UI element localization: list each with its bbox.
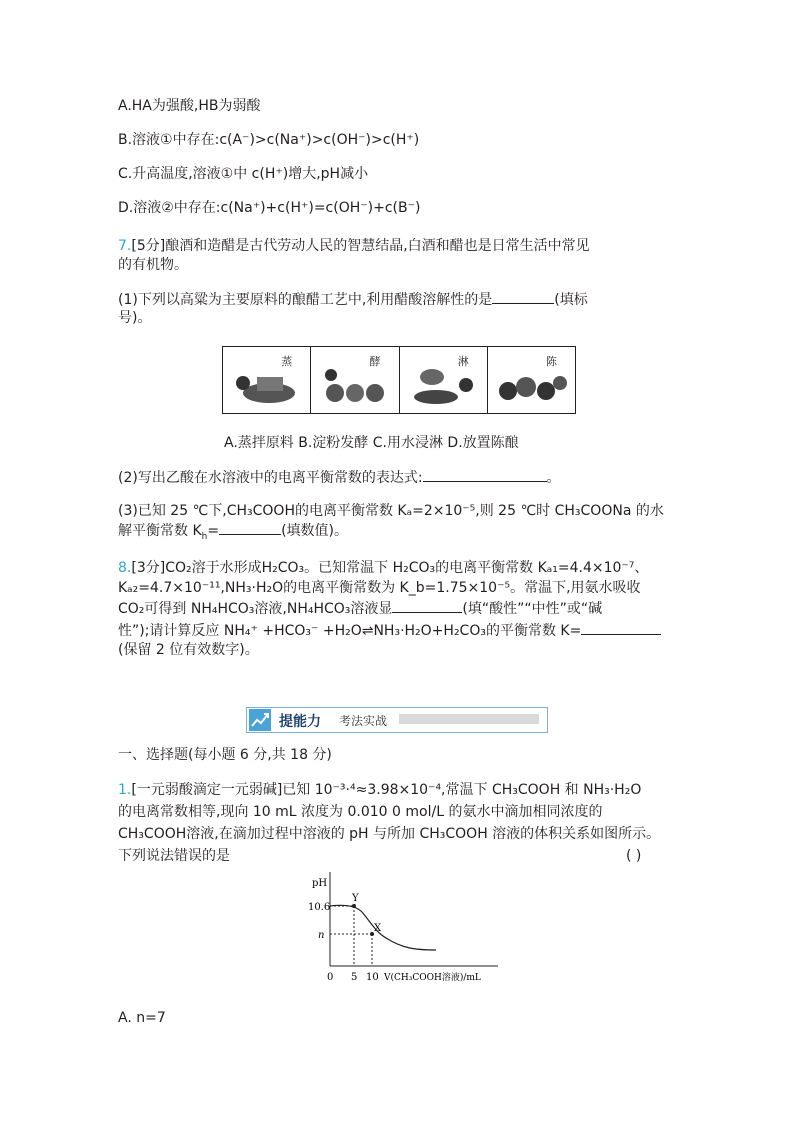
titration-curve [330, 905, 436, 950]
q7-stem-line2: 的有机物。 [118, 257, 188, 273]
q7-part3-line1: (3)已知 25 ℃下,CH₃COOH的电离平衡常数 Kₐ=2×10⁻⁵,则 25 ℃时 CH₃COONa 的水 [118, 503, 664, 519]
answer-paren[interactable]: ( ) [626, 848, 642, 864]
y-tick-label: 10.6 [308, 902, 331, 913]
option-d: D.溶液②中存在:c(Na⁺)+c(H⁺)=c(OH⁻)+c(B⁻) [118, 200, 421, 216]
q8-line1-text: [3分]CO₂溶于水形成H₂CO₃。已知常温下 H₂CO₃的电离平衡常数 Kₐ₁=4.4×10⁻⁷、 [131, 560, 649, 576]
image-label: 蒸 [281, 355, 293, 368]
q7-part3-tail: (填数值)。 [281, 523, 349, 539]
point-y [352, 904, 356, 908]
option-a: A.HA为强酸,HB为弱酸 [118, 98, 261, 114]
answer-blank[interactable] [392, 598, 462, 613]
q8-line3 [118, 598, 602, 619]
image-label: 淋 [457, 355, 469, 368]
image-steaming [223, 347, 311, 413]
q8-line4 [118, 620, 661, 641]
q7-part3-sub: h [201, 531, 208, 542]
option-b: B.溶液①中存在:c(A⁻)>c(Na⁺)>c(OH⁻)>c(H⁺) [118, 132, 420, 148]
q7-choices: A.蒸拌原料 B.淀粉发酵 C.用水浸淋 D.放置陈酿 [224, 435, 519, 451]
process-images [222, 346, 576, 414]
banner-decor-bar [399, 714, 539, 724]
q8-line2: Kₐ₂=4.7×10⁻¹¹,NH₃·H₂O的电离平衡常数为 K_b=1.75×10⁻⁵。常温下,用氨水吸收 [118, 580, 641, 596]
q7-part2 [118, 467, 561, 488]
q1-line1 [118, 780, 641, 800]
option-c: C.升高温度,溶液①中 c(H⁺)增大,pH减小 [118, 166, 369, 182]
q8-line4-text: 性”);请计算反应 NH₄⁺ +HCO₃⁻ +H₂O⇌NH₃·H₂O+H₂CO₃的平衡常数 K= [118, 623, 582, 639]
chart-trend-icon [249, 709, 271, 731]
q7-stem1: [5分]酿酒和造醋是古代劳动人民的智慧结晶,白酒和醋也是日常生活中常见 [131, 238, 590, 254]
answer-blank[interactable] [423, 467, 547, 482]
x-axis-label: V(CH₃COOH溶液)/mL [384, 973, 481, 983]
answer-blank[interactable] [581, 620, 661, 635]
image-fermenting [311, 347, 399, 413]
q7-part2-text: (2)写出乙酸在水溶液中的电离平衡常数的表达式: [118, 470, 423, 486]
leaching-illustration [406, 363, 482, 409]
q7-number: 7. [118, 238, 132, 254]
section-heading: 一、选择题(每小题 6 分,共 18 分) [118, 747, 332, 763]
point-label-y: Y [352, 893, 359, 904]
q7-part1-text: (1)下列以高粱为主要原料的酿醋工艺中,利用醋酸溶解性的是 [118, 292, 493, 308]
q1-option-a: A. n=7 [118, 1010, 166, 1026]
image-label: 陈 [546, 355, 557, 368]
section-banner [246, 707, 548, 733]
image-label: 酵 [369, 355, 381, 368]
ph-titration-chart [306, 866, 506, 990]
image-leaching [400, 347, 488, 413]
q7-part3-line2: 解平衡常数 $K_h=$ (填数值)。 [118, 520, 348, 541]
q7-part1-tail: (填标 [554, 292, 588, 308]
q7-stem-line1 [118, 236, 590, 256]
q1-line1-text: [一元弱酸滴定一元弱碱]已知 10⁻³·⁴≈3.98×10⁻⁴,常温下 CH₃COOH 和 NH₃·H₂O [131, 782, 642, 798]
y-axis-label: pH [312, 878, 328, 889]
q7-part3-text: 解平衡常数 K [118, 523, 202, 539]
fermenting-illustration [317, 363, 393, 409]
answer-blank[interactable] [219, 520, 281, 535]
x-tick-label: 0 [327, 972, 334, 983]
q1-number: 1. [118, 782, 132, 798]
point-label-x: X [374, 923, 382, 934]
image-aging [488, 347, 575, 413]
steaming-illustration [229, 363, 305, 409]
banner-subtitle: 考法实战 [339, 714, 388, 728]
q1-line3: CH₃COOH溶液,在滴加过程中溶液的 pH 与所加 CH₃COOH 溶液的体积关系如图所示。 [118, 826, 661, 842]
q8-line1 [118, 558, 648, 578]
banner-title: 提能力 [279, 714, 321, 730]
q8-line5: (保留 2 位有效数字)。 [118, 642, 259, 658]
x-tick-label: 10 [366, 972, 379, 983]
x-tick-label: 5 [351, 972, 358, 983]
q7-part2-end: 。 [546, 470, 561, 486]
q8-number: 8. [118, 560, 132, 576]
q7-part1 [118, 289, 588, 310]
aging-illustration [494, 363, 570, 409]
q1-line4: 下列说法错误的是 [118, 848, 230, 864]
q1-line2: 的电离常数相等,现向 10 mL 浓度为 0.010 0 mol/L 的氨水中滴加相同浓度的 [118, 804, 603, 820]
q8-line3-text: CO₂可得到 NH₄HCO₃溶液,NH₄HCO₃溶液显 [118, 601, 393, 617]
q7-part1-end: 号)。 [118, 310, 152, 326]
answer-blank[interactable] [492, 289, 554, 304]
y-tick-label: n [318, 930, 325, 941]
q8-line3-tail: (填“酸性”“中性”或“碱 [462, 601, 603, 617]
